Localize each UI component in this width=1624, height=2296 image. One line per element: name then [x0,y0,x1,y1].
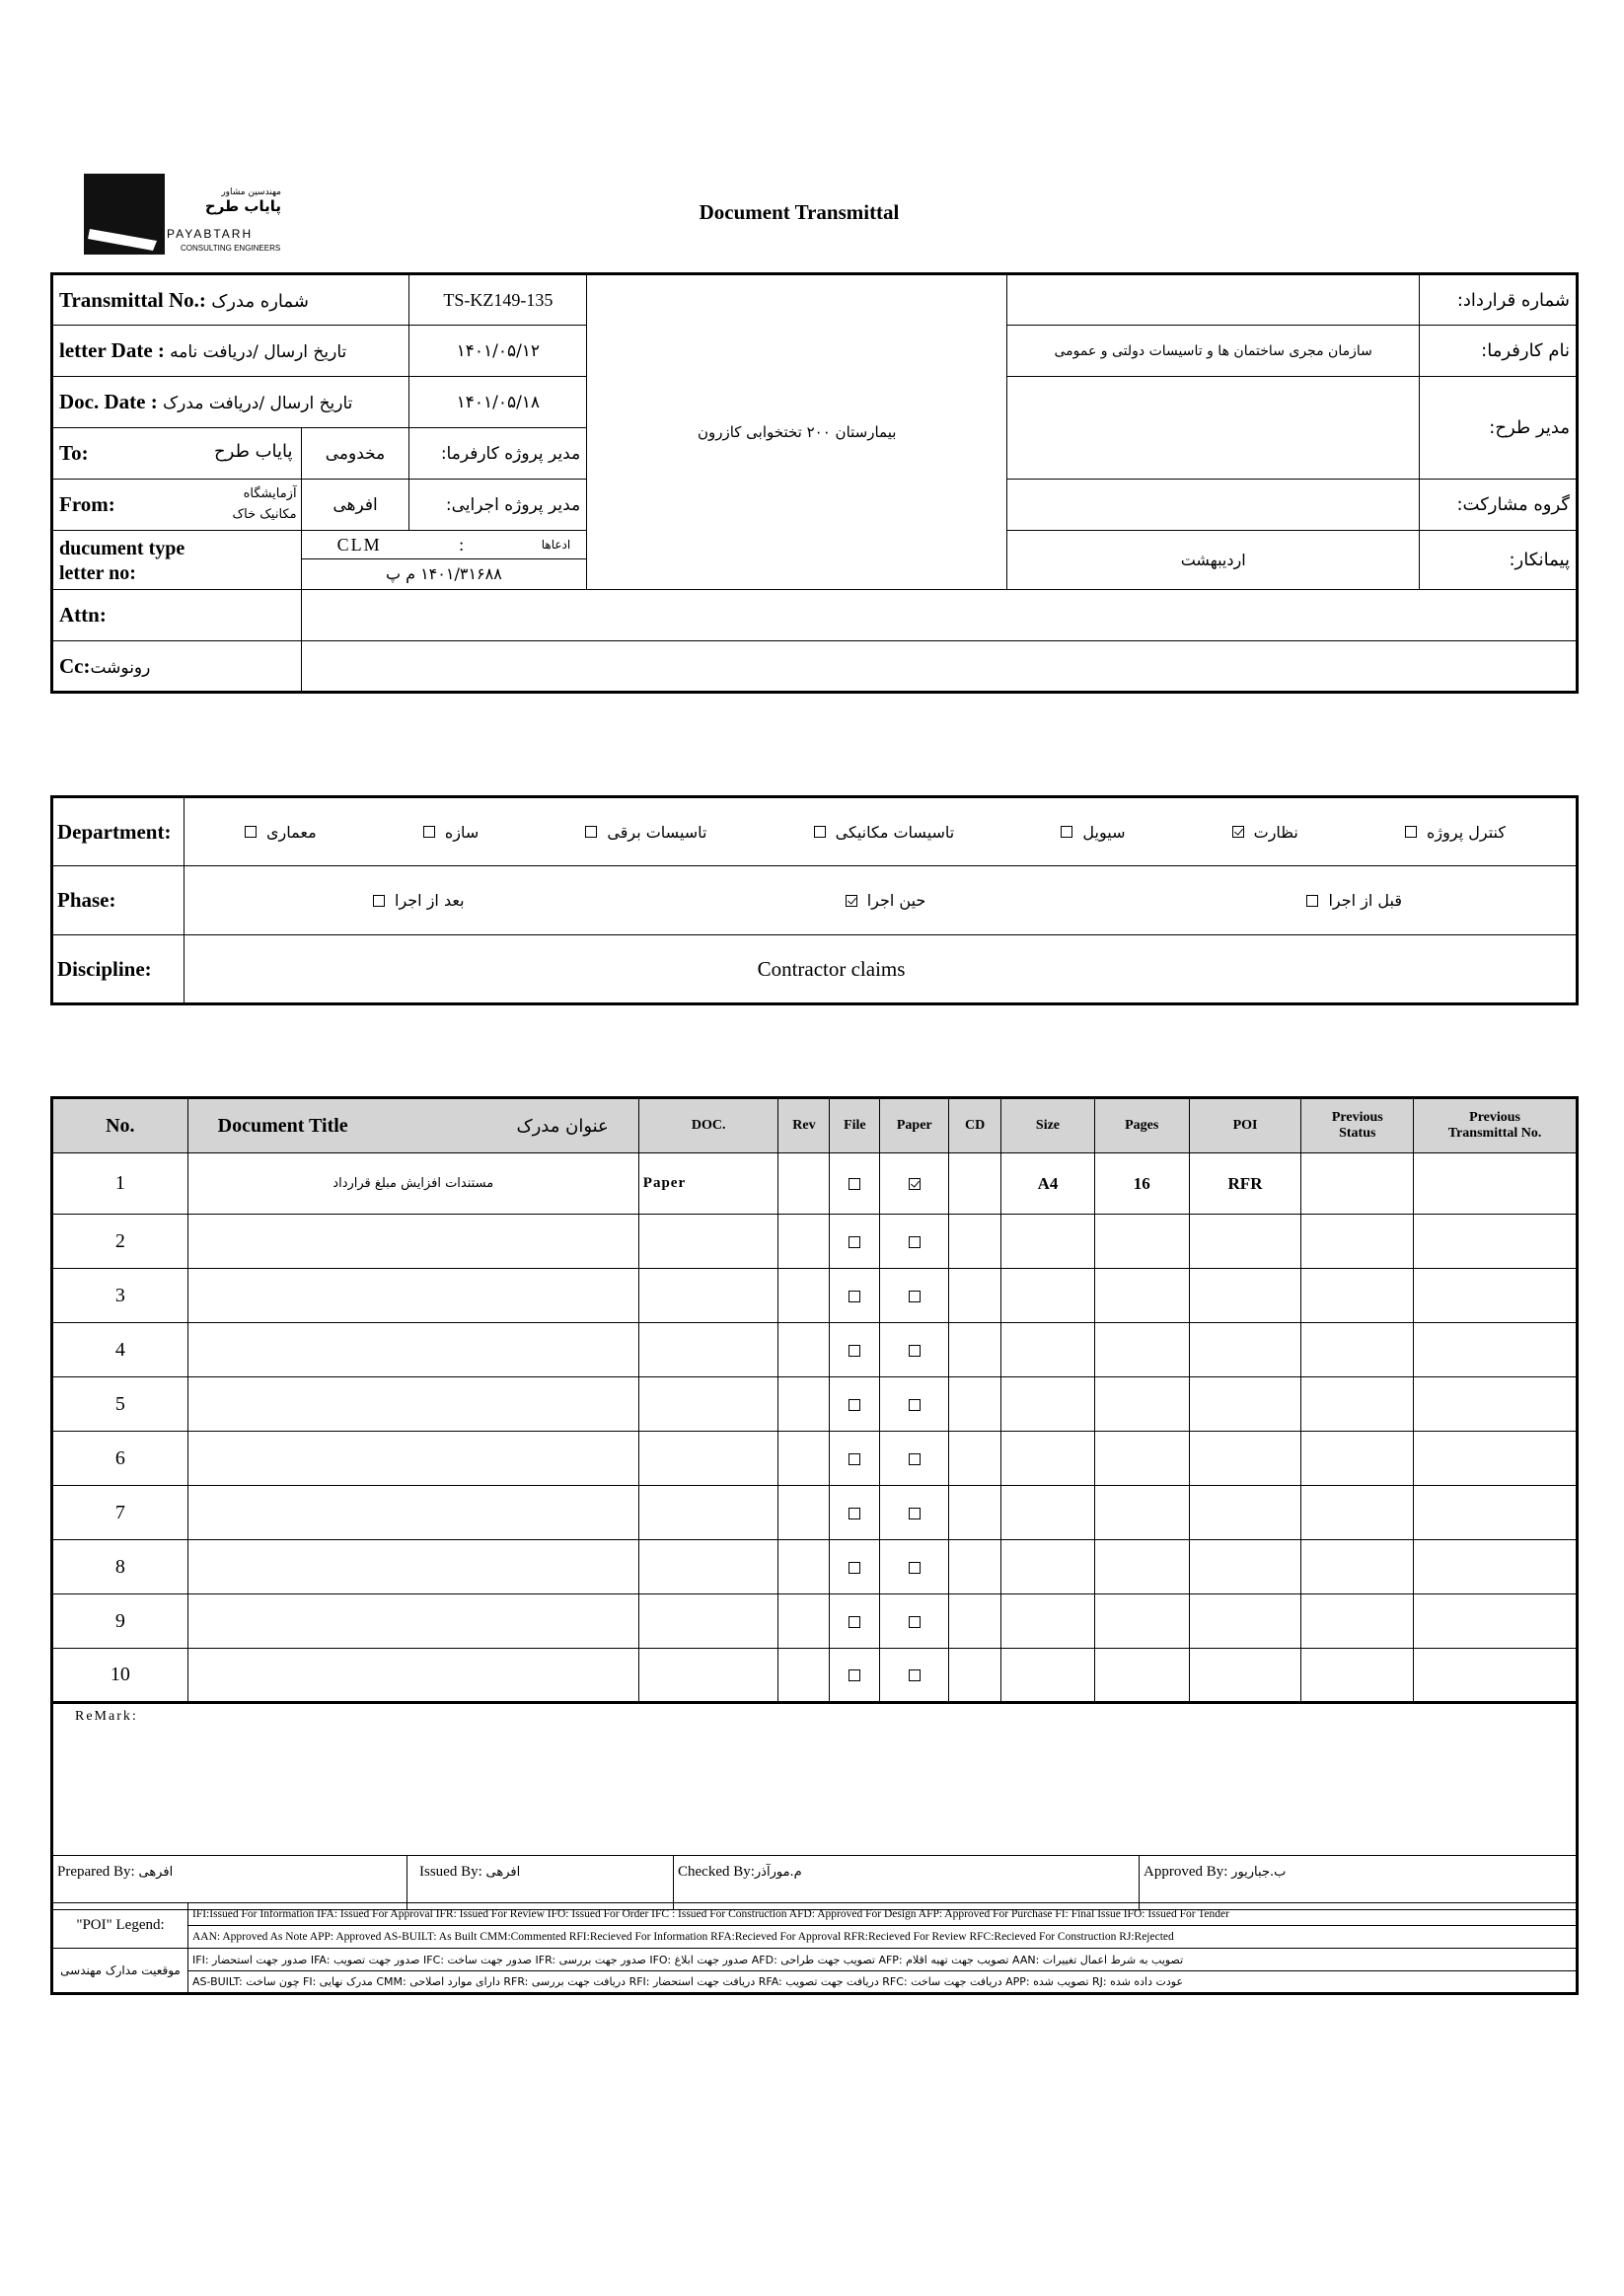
row-pages [1094,1486,1189,1540]
col-file: File [830,1098,880,1153]
file-checkbox[interactable] [849,1236,860,1248]
checkbox[interactable] [846,895,857,907]
status-legend-line2: AS-BUILT: چون ساخت FI: مدرک نهایی CMM: دارای موارد اصلاحی RFR: دریافت جهت بررسی RFI: دریافت جهت استحضار RFA: دریافت جهت تصویب RFC: دریافت جهت ساخت APP: تصویب شده RJ: عودت داده شده [188,1971,1578,1994]
col-title: Document Title عنوان مدرک [187,1098,638,1153]
row-paper [880,1432,949,1486]
row-prev-status [1301,1377,1414,1432]
row-rev [778,1486,830,1540]
row-size [1001,1486,1095,1540]
department-options [185,797,1578,866]
row-prev-transmittal [1414,1594,1578,1649]
discipline-label: Discipline: [52,935,185,1004]
department-option-label: سیویل [1082,822,1126,842]
row-no: 1 [52,1153,188,1215]
col-rev: Rev [778,1098,830,1153]
row-rev [778,1153,830,1215]
row-size [1001,1540,1095,1594]
row-cd [949,1486,1001,1540]
row-prev-transmittal [1414,1269,1578,1323]
row-prev-status [1301,1432,1414,1486]
department-option[interactable] [814,823,955,842]
row-poi [1189,1269,1301,1323]
attn-label: Attn: [52,590,302,641]
table-row [52,1486,1578,1540]
row-poi [1189,1486,1301,1540]
row-prev-status [1301,1153,1414,1215]
table-row [52,1540,1578,1594]
checkbox[interactable] [1061,826,1072,838]
row-paper [880,1377,949,1432]
doc-date-label: Doc. Date : تاریخ ارسال /دریافت مدرک [52,377,409,428]
row-file [830,1377,880,1432]
paper-checkbox[interactable] [909,1616,921,1628]
row-doc [638,1269,778,1323]
row-title [187,1269,638,1323]
department-option[interactable] [1061,823,1125,842]
company-logo [84,174,281,257]
row-poi [1189,1323,1301,1377]
row-paper [880,1269,949,1323]
col-prev-status: Previous Status [1301,1098,1414,1153]
poi-legend-line1: IFI:Issued For Information IFA: Issued For Approval IFR: Issued For Review IFO: Issued For Order IFC : Issued For Construction AFD: Approved For Design AFP: Approved For Purchase FI: Final Issue IFO: Issued For Tender [188,1903,1578,1926]
checkbox[interactable] [373,895,385,907]
department-option-label: نظارت [1253,822,1298,842]
cc-label: Cc:رونوشت [52,641,302,693]
row-pages [1094,1540,1189,1594]
poi-legend-line2: AAN: Approved As Note APP: Approved AS-BUILT: As Built CMM:Commented RFI:Recieved For Information RFA:Recieved For Approval RFR:Recieved For Review RFC:Recieved For Construction RJ:Rejected [188,1926,1578,1949]
row-title [187,1486,638,1540]
employer: سازمان مجری ساختمان ها و تاسیسات دولتی و عمومی [1007,326,1420,377]
partnership-label: گروه مشارکت: [1420,480,1578,531]
col-size: Size [1001,1098,1095,1153]
row-size [1001,1594,1095,1649]
remark-box [50,1703,1579,1855]
row-size [1001,1323,1095,1377]
checkbox[interactable] [814,826,826,838]
paper-checkbox[interactable] [909,1178,921,1190]
row-prev-transmittal [1414,1153,1578,1215]
col-no: No. [52,1098,188,1153]
status-legend-label: موقعیت مدارک مهندسی [52,1949,188,1994]
row-prev-transmittal [1414,1215,1578,1269]
department-option[interactable] [1232,823,1298,842]
table-row [52,1269,1578,1323]
row-no: 7 [52,1486,188,1540]
file-checkbox[interactable] [849,1178,860,1190]
transmittal-no: TS-KZ149-135 [409,274,587,326]
project-name: بیمارستان ۲۰۰ تختخوابی کازرون [587,274,1007,590]
from-label: From: آزمایشگاه مکانیک خاک [52,480,302,531]
row-cd [949,1649,1001,1703]
file-checkbox[interactable] [849,1669,860,1681]
row-rev [778,1323,830,1377]
paper-checkbox[interactable] [909,1236,921,1248]
row-poi [1189,1594,1301,1649]
phase-options [185,866,1578,935]
logo-mark-icon [84,174,165,255]
phase-option-label: حین اجرا [866,891,926,910]
table-row [52,1153,1578,1215]
row-doc [638,1432,778,1486]
checked-by: Checked By:م.مورآذر [674,1856,1140,1910]
row-cd [949,1377,1001,1432]
row-prev-transmittal [1414,1540,1578,1594]
row-pages [1094,1323,1189,1377]
row-file [830,1594,880,1649]
contractor-label: پیمانکار: [1420,531,1578,590]
row-no: 4 [52,1323,188,1377]
design-manager [1007,377,1420,480]
row-file [830,1269,880,1323]
row-poi [1189,1432,1301,1486]
row-no: 3 [52,1269,188,1323]
row-pages [1094,1649,1189,1703]
row-poi [1189,1649,1301,1703]
row-paper [880,1649,949,1703]
legend-table [50,1902,1579,1995]
row-paper [880,1215,949,1269]
row-file [830,1153,880,1215]
row-paper [880,1594,949,1649]
department-option-label: کنترل پروژه [1427,822,1506,842]
row-prev-transmittal [1414,1323,1578,1377]
row-cd [949,1215,1001,1269]
row-size [1001,1215,1095,1269]
department-option-label: معماری [266,822,317,842]
row-pages: 16 [1094,1153,1189,1215]
partnership [1007,480,1420,531]
row-paper [880,1323,949,1377]
letter-no: ۱۴۰۱/۳۱۶۸۸ م پ [385,564,502,583]
row-size [1001,1432,1095,1486]
file-checkbox[interactable] [849,1453,860,1465]
department-option[interactable] [1405,823,1506,842]
doc-date: ۱۴۰۱/۰۵/۱۸ [409,377,587,428]
row-prev-transmittal [1414,1486,1578,1540]
table-row [52,1432,1578,1486]
row-title [187,1540,638,1594]
row-file [830,1432,880,1486]
row-paper [880,1540,949,1594]
checkbox[interactable] [423,826,435,838]
row-cd [949,1323,1001,1377]
header-info-table [50,272,1579,694]
row-prev-transmittal [1414,1432,1578,1486]
row-doc [638,1215,778,1269]
row-title [187,1594,638,1649]
company-name-fa-small: مهندسین مشاور [221,187,281,197]
department-option-label: تاسیسات مکانیکی [835,822,955,842]
checkbox[interactable] [245,826,257,838]
paper-checkbox[interactable] [909,1562,921,1574]
table-row [52,1323,1578,1377]
department-option[interactable] [585,823,706,842]
row-prev-status [1301,1540,1414,1594]
row-no: 2 [52,1215,188,1269]
from-person: افرهی [301,480,409,531]
checkbox[interactable] [585,826,597,838]
issued-by: Issued By: افرهی [407,1856,674,1910]
row-prev-status [1301,1323,1414,1377]
status-legend-line1: IFI: صدور جهت استحضار IFA: صدور جهت تصویب IFC: صدور جهت ساخت IFR: صدور جهت بررسی IFO: صدور جهت ابلاغ AFD: تصویب جهت طراحی AFP: تصویب جهت تهیه اقلام AAN: تصویب به شرط اعمال تغییرات [188,1949,1578,1971]
row-size: A4 [1001,1153,1095,1215]
phase-option-label: بعد از اجرا [395,891,465,910]
row-cd [949,1432,1001,1486]
paper-checkbox[interactable] [909,1508,921,1519]
to-label: To: پایاب طرح [52,428,302,480]
row-size [1001,1649,1095,1703]
col-cd: CD [949,1098,1001,1153]
row-no: 8 [52,1540,188,1594]
row-rev [778,1215,830,1269]
row-prev-status [1301,1594,1414,1649]
to-role: مدیر پروژه کارفرما: [409,428,587,480]
row-doc [638,1377,778,1432]
company-name-fa: پایاب طرح [204,197,281,215]
remark-label: ReMark: [75,1709,138,1724]
classification-table [50,795,1579,1005]
file-checkbox[interactable] [849,1291,860,1302]
paper-checkbox[interactable] [909,1669,921,1681]
row-rev [778,1269,830,1323]
approved-by: Approved By: ب.جباریور [1140,1856,1578,1910]
department-option-label: سازه [444,822,480,842]
from-role: مدیر پروژه اجرایی: [409,480,587,531]
row-rev [778,1594,830,1649]
department-label: Department: [52,797,185,866]
row-no: 9 [52,1594,188,1649]
row-title [187,1649,638,1703]
row-paper [880,1486,949,1540]
doc-type-label: ducument type letter no: [52,531,302,590]
row-cd [949,1153,1001,1215]
file-checkbox[interactable] [849,1562,860,1574]
row-title [187,1215,638,1269]
table-row [52,1649,1578,1703]
company-subtitle: CONSULTING ENGINEERS [181,244,281,253]
cc-value [301,641,1577,693]
company-name-en: PAYABTARH [167,227,254,241]
row-pages [1094,1432,1189,1486]
phase-label: Phase: [52,866,185,935]
row-poi [1189,1215,1301,1269]
phase-option-label: قبل از اجرا [1328,891,1402,910]
checkbox[interactable] [1306,895,1318,907]
document-table [50,1096,1579,1704]
row-file [830,1323,880,1377]
col-paper: Paper [880,1098,949,1153]
paper-checkbox[interactable] [909,1345,921,1357]
discipline-value: Contractor claims [185,935,1578,1004]
row-prev-status [1301,1215,1414,1269]
row-title [187,1377,638,1432]
paper-checkbox[interactable] [909,1399,921,1411]
row-paper [880,1153,949,1215]
file-checkbox[interactable] [849,1399,860,1411]
attn-value [301,590,1577,641]
phase-option[interactable] [1306,891,1402,910]
contractor: اردیبهشت [1007,531,1420,590]
table-row [52,1594,1578,1649]
row-poi [1189,1377,1301,1432]
to-person: مخدومی [301,428,409,480]
row-prev-status [1301,1269,1414,1323]
table-row [52,1377,1578,1432]
row-rev [778,1540,830,1594]
page-title: Document Transmittal [699,200,900,224]
row-doc [638,1323,778,1377]
department-option[interactable] [245,823,317,842]
file-checkbox[interactable] [849,1508,860,1519]
row-title [187,1323,638,1377]
row-no: 5 [52,1377,188,1432]
row-doc [638,1594,778,1649]
checkbox[interactable] [1232,826,1244,838]
letter-date: ۱۴۰۱/۰۵/۱۲ [409,326,587,377]
row-size [1001,1377,1095,1432]
doc-type: CLM : ادعاها ۱۴۰۱/۳۱۶۸۸ م پ [301,531,587,590]
row-doc [638,1540,778,1594]
row-pages [1094,1377,1189,1432]
row-prev-transmittal [1414,1377,1578,1432]
row-title: مستندات افزایش مبلغ قرارداد [187,1153,638,1215]
row-pages [1094,1594,1189,1649]
row-poi: RFR [1189,1153,1301,1215]
transmittal-no-label: Transmittal No.: شماره مدرک [52,274,409,326]
file-checkbox[interactable] [849,1616,860,1628]
row-poi [1189,1540,1301,1594]
table-row [52,1215,1578,1269]
col-pages: Pages [1094,1098,1189,1153]
col-prev-transmittal: Previous Transmittal No. [1414,1098,1578,1153]
row-rev [778,1432,830,1486]
paper-checkbox[interactable] [909,1453,921,1465]
col-poi: POI [1189,1098,1301,1153]
row-file [830,1649,880,1703]
row-pages [1094,1215,1189,1269]
row-pages [1094,1269,1189,1323]
row-doc: Paper [638,1153,778,1215]
row-doc [638,1486,778,1540]
checkbox[interactable] [1405,826,1417,838]
row-file [830,1215,880,1269]
row-size [1001,1269,1095,1323]
row-rev [778,1649,830,1703]
file-checkbox[interactable] [849,1345,860,1357]
col-doc: DOC. [638,1098,778,1153]
row-rev [778,1377,830,1432]
row-file [830,1486,880,1540]
row-prev-status [1301,1486,1414,1540]
poi-legend-label: "POI" Legend: [52,1903,188,1949]
row-no: 6 [52,1432,188,1486]
contract-no-label: شماره قرارداد: [1420,274,1578,326]
prepared-by: Prepared By: افرهی [52,1856,407,1910]
design-manager-label: مدیر طرح: [1420,377,1578,480]
employer-label: نام کارفرما: [1420,326,1578,377]
department-option[interactable] [423,823,479,842]
paper-checkbox[interactable] [909,1291,921,1302]
row-no: 10 [52,1649,188,1703]
row-file [830,1540,880,1594]
row-cd [949,1540,1001,1594]
phase-option[interactable] [373,891,465,910]
letter-date-label: letter Date : تاریخ ارسال /دریافت نامه [52,326,409,377]
row-prev-status [1301,1649,1414,1703]
phase-option[interactable] [846,891,926,910]
department-option-label: تاسیسات برقی [607,822,707,842]
row-cd [949,1594,1001,1649]
contract-no [1007,274,1420,326]
row-prev-transmittal [1414,1649,1578,1703]
row-cd [949,1269,1001,1323]
row-doc [638,1649,778,1703]
row-title [187,1432,638,1486]
